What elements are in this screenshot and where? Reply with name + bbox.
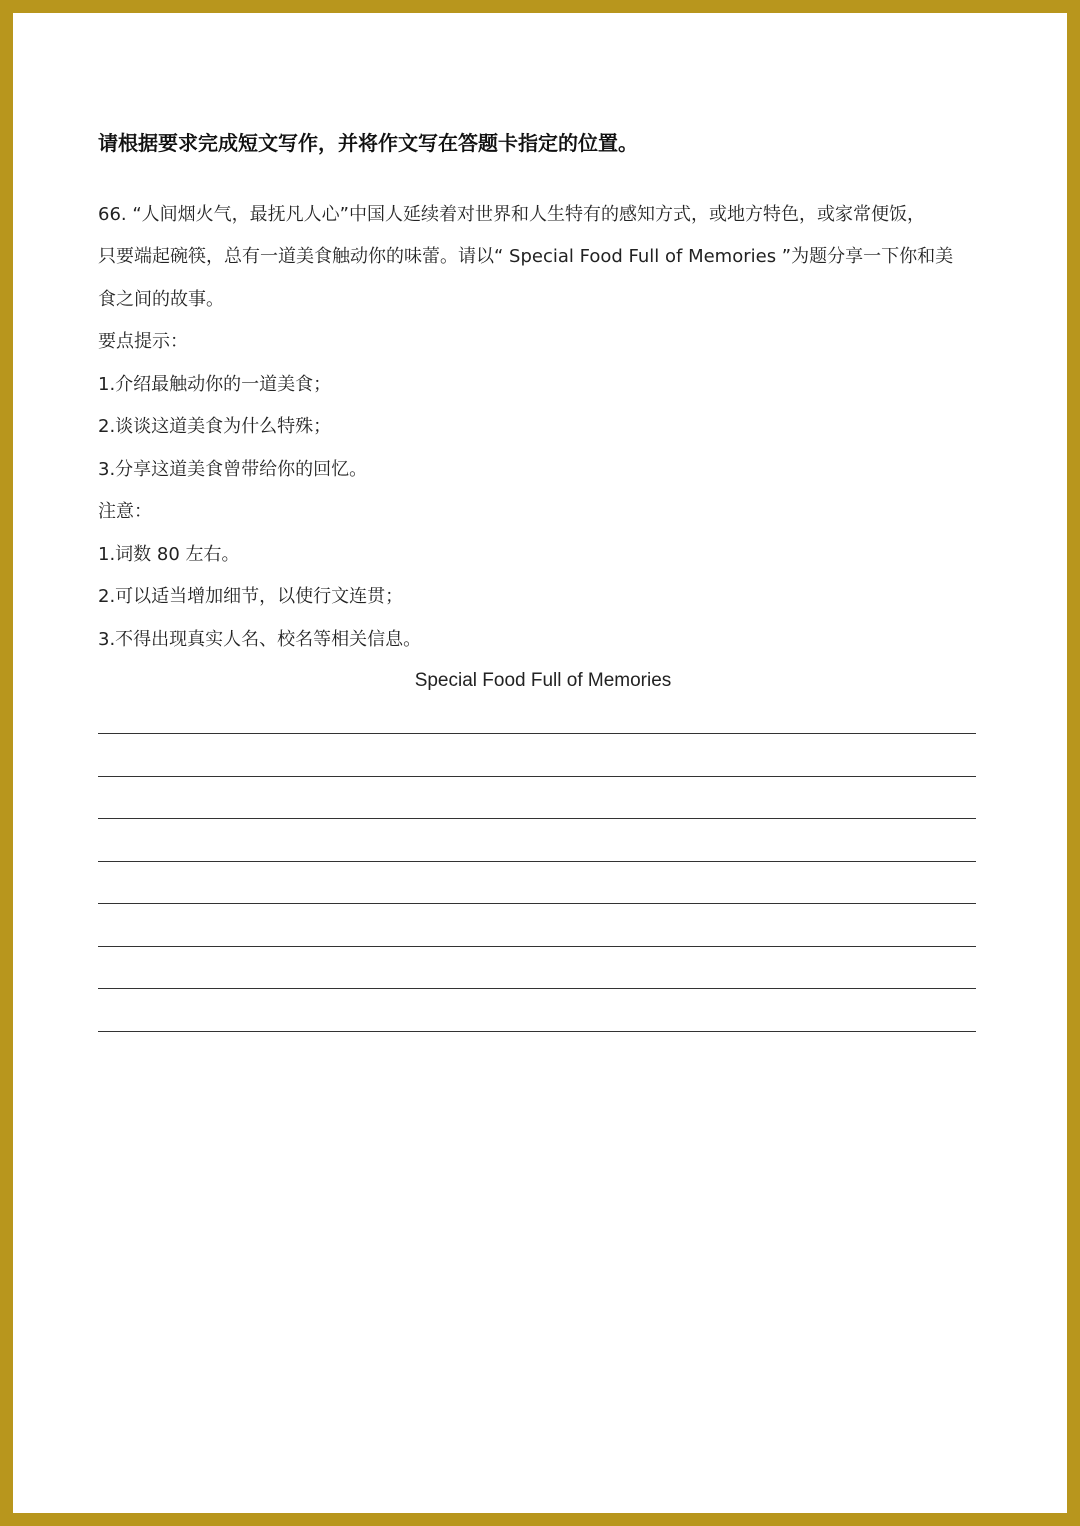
answer-line[interactable] [98,903,976,904]
tip-item-2: 2.谈谈这道美食为什么特殊； [98,416,332,437]
instruction-heading: 请根据要求完成短文写作，并将作文写在答题卡指定的位置。 [98,131,638,155]
answer-line[interactable] [98,1031,976,1032]
notes-heading: 注意： [98,501,152,522]
essay-title: Special Food Full of Memories [414,670,672,691]
question-line-2: 只要端起碗筷，总有一道美食触动你的味蕾。请以“ Special Food Full of Memories ”为题分享一下你和美 [98,246,954,267]
answer-line[interactable] [98,946,976,947]
note-item-2: 2.可以适当增加细节，以使行文连贯； [98,586,404,607]
answer-line[interactable] [98,861,976,862]
answer-line[interactable] [98,776,976,777]
question-line-1: 66. “人间烟火气，最抚凡人心”中国人延续着对世界和人生特有的感知方式，或地方特色，或家常便饭， [98,204,925,225]
note-item-3: 3.不得出现真实人名、校名等相关信息。 [98,629,422,650]
exam-page [13,13,1067,1513]
question-line-3: 食之间的故事。 [98,289,224,310]
tips-heading: 要点提示： [98,331,188,352]
tip-item-1: 1.介绍最触动你的一道美食； [98,374,332,395]
note-item-1: 1.词数 80 左右。 [98,544,240,565]
tip-item-3: 3.分享这道美食曾带给你的回忆。 [98,459,368,480]
answer-line[interactable] [98,818,976,819]
answer-line[interactable] [98,733,976,734]
answer-line[interactable] [98,988,976,989]
